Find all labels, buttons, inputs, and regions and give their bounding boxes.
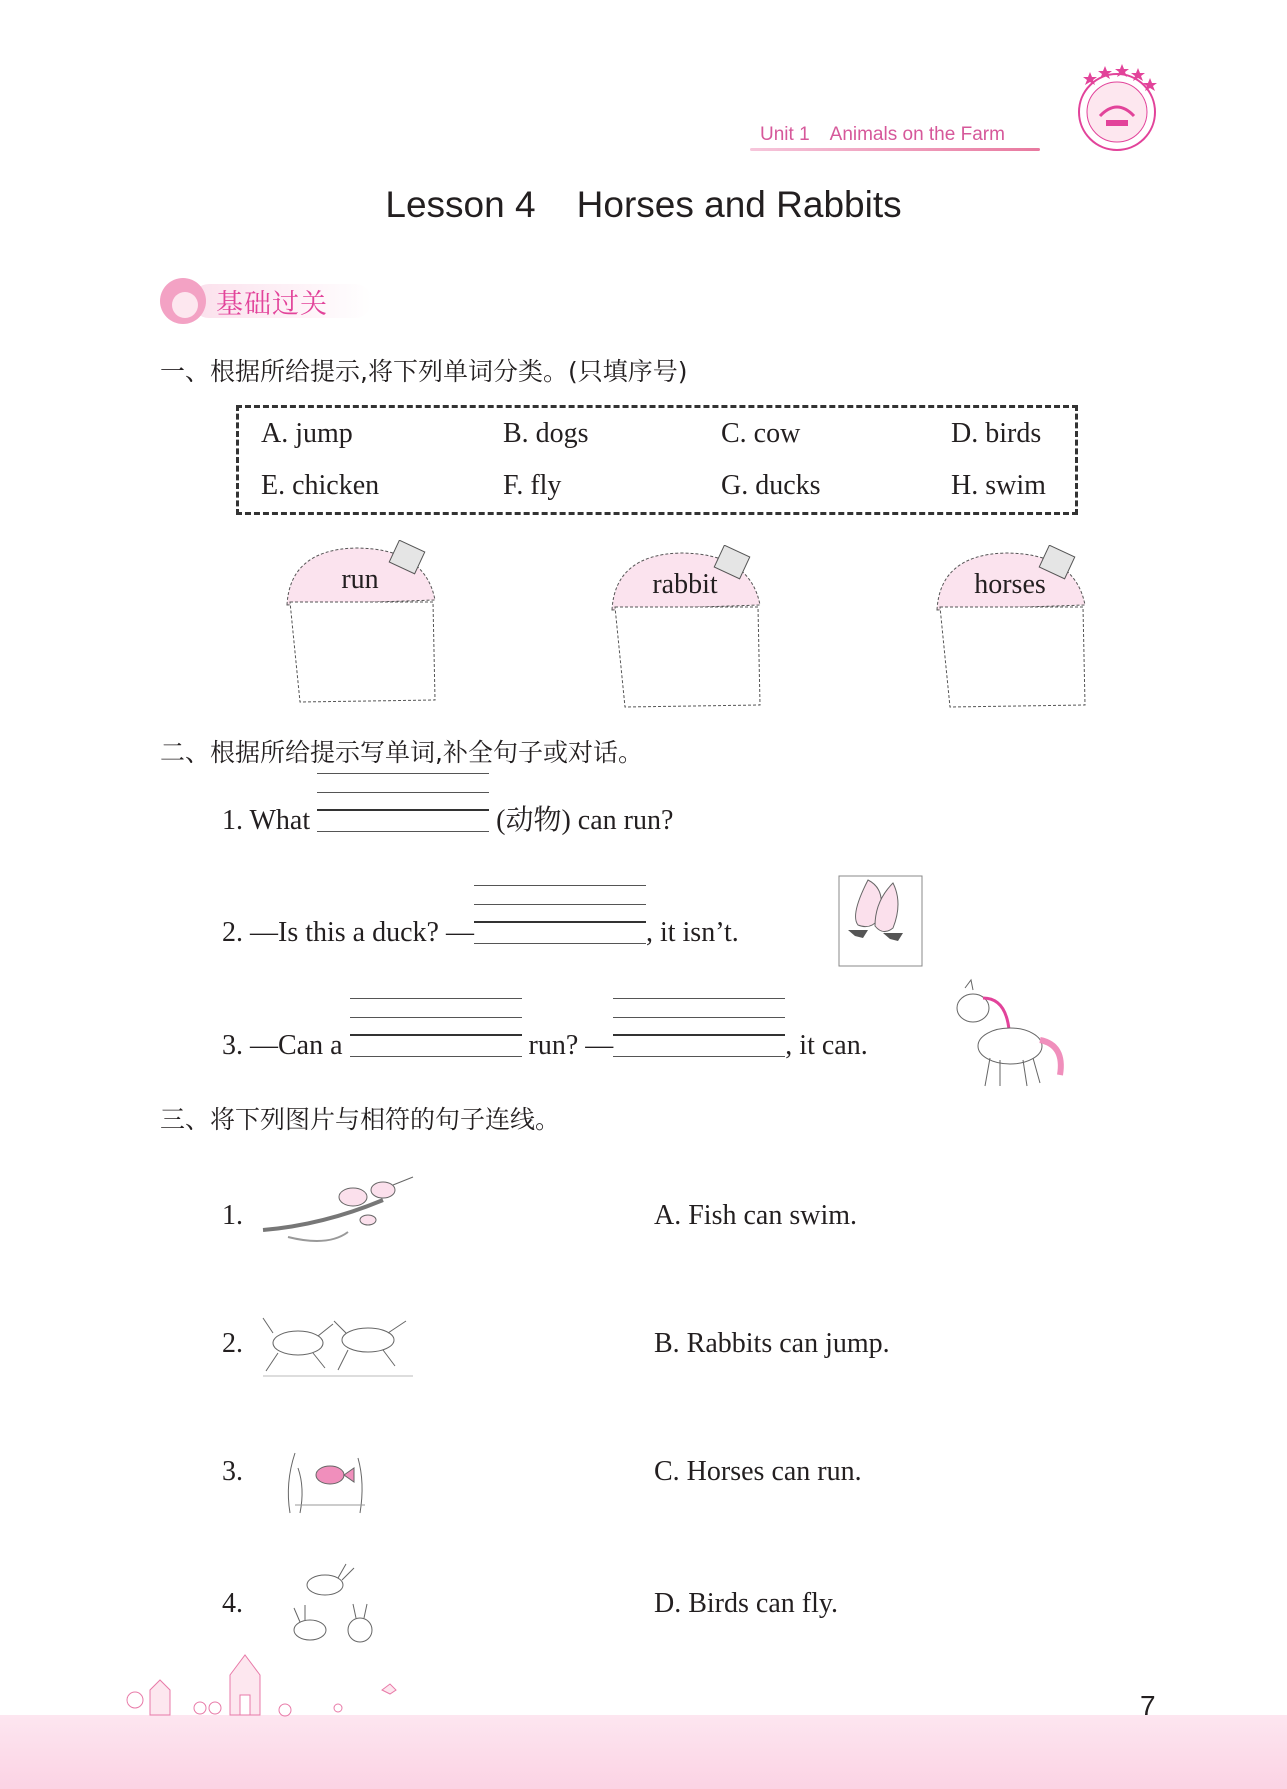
q3-heading: 三、将下列图片与相符的句子连线。 xyxy=(160,1105,561,1134)
q2-sentence-3 xyxy=(222,1020,868,1062)
word-item: B. dogs xyxy=(503,418,589,449)
birds-on-branch-picture[interactable] xyxy=(258,1175,423,1255)
sentence-text: 3. —Can a xyxy=(222,1030,343,1061)
word-item: H. swim xyxy=(951,470,1046,501)
sentence-text: (动物) can run? xyxy=(496,805,674,836)
word-item: G. ducks xyxy=(721,470,821,501)
word-box xyxy=(236,405,1078,515)
q2-sentence-2 xyxy=(222,907,739,949)
basket-label: run xyxy=(341,564,379,595)
badge-label: 基础过关 xyxy=(216,289,328,320)
running-horses-picture[interactable] xyxy=(258,1308,418,1383)
brand-logo xyxy=(1070,60,1165,155)
lesson-title: Lesson 4 Horses and Rabbits xyxy=(385,184,902,225)
word-item: C. cow xyxy=(721,418,801,449)
fish-picture[interactable] xyxy=(280,1435,380,1517)
match-option[interactable]: D. Birds can fly. xyxy=(654,1588,839,1619)
match-option[interactable]: B. Rabbits can jump. xyxy=(654,1328,890,1359)
unit-header xyxy=(760,124,1025,146)
answer-blank[interactable] xyxy=(350,1020,522,1054)
page-number: 7 xyxy=(1140,1690,1156,1721)
basket-label: rabbit xyxy=(652,569,718,600)
match-option[interactable]: A. Fish can swim. xyxy=(654,1200,857,1231)
basket-label: horses xyxy=(974,569,1046,600)
section-badge xyxy=(160,278,375,324)
match-number: 4. xyxy=(222,1588,243,1619)
answer-blank[interactable] xyxy=(613,1020,785,1054)
match-number: 2. xyxy=(222,1328,243,1359)
girl-face-icon xyxy=(160,278,206,324)
match-option[interactable]: C. Horses can run. xyxy=(654,1456,862,1487)
basket-horses[interactable] xyxy=(935,545,1110,715)
q2-heading: 二、根据所给提示写单词,补全句子或对话。 xyxy=(160,738,643,767)
footer-band xyxy=(0,1715,1287,1789)
word-item: A. jump xyxy=(261,418,353,449)
answer-blank[interactable] xyxy=(317,795,489,829)
q1-heading: 一、根据所给提示,将下列单词分类。(只填序号) xyxy=(160,357,688,386)
sentence-text: 2. —Is this a duck? — xyxy=(222,917,474,948)
answer-blank[interactable] xyxy=(474,907,646,941)
word-item: D. birds xyxy=(951,418,1042,449)
basket-run[interactable] xyxy=(285,540,460,710)
match-number: 1. xyxy=(222,1200,243,1231)
unit-number: Unit 1 xyxy=(760,124,810,145)
sentence-text: , it can. xyxy=(785,1030,868,1061)
q2-sentence-1 xyxy=(222,795,673,838)
unit-title: Animals on the Farm xyxy=(829,124,1005,145)
town-decoration xyxy=(120,1650,440,1720)
duck-feet-picture xyxy=(838,875,923,967)
match-number: 3. xyxy=(222,1456,243,1487)
unicorn-picture xyxy=(945,978,1070,1090)
sentence-text: run? — xyxy=(528,1030,614,1061)
header-underline xyxy=(750,148,1040,151)
basket-rabbit[interactable] xyxy=(610,545,785,715)
sentence-text: , it isn’t. xyxy=(645,917,739,948)
jumping-rabbits-picture[interactable] xyxy=(280,1560,385,1650)
word-item: E. chicken xyxy=(261,470,380,501)
sentence-text: 1. What xyxy=(222,805,311,836)
word-item: F. fly xyxy=(503,470,562,501)
